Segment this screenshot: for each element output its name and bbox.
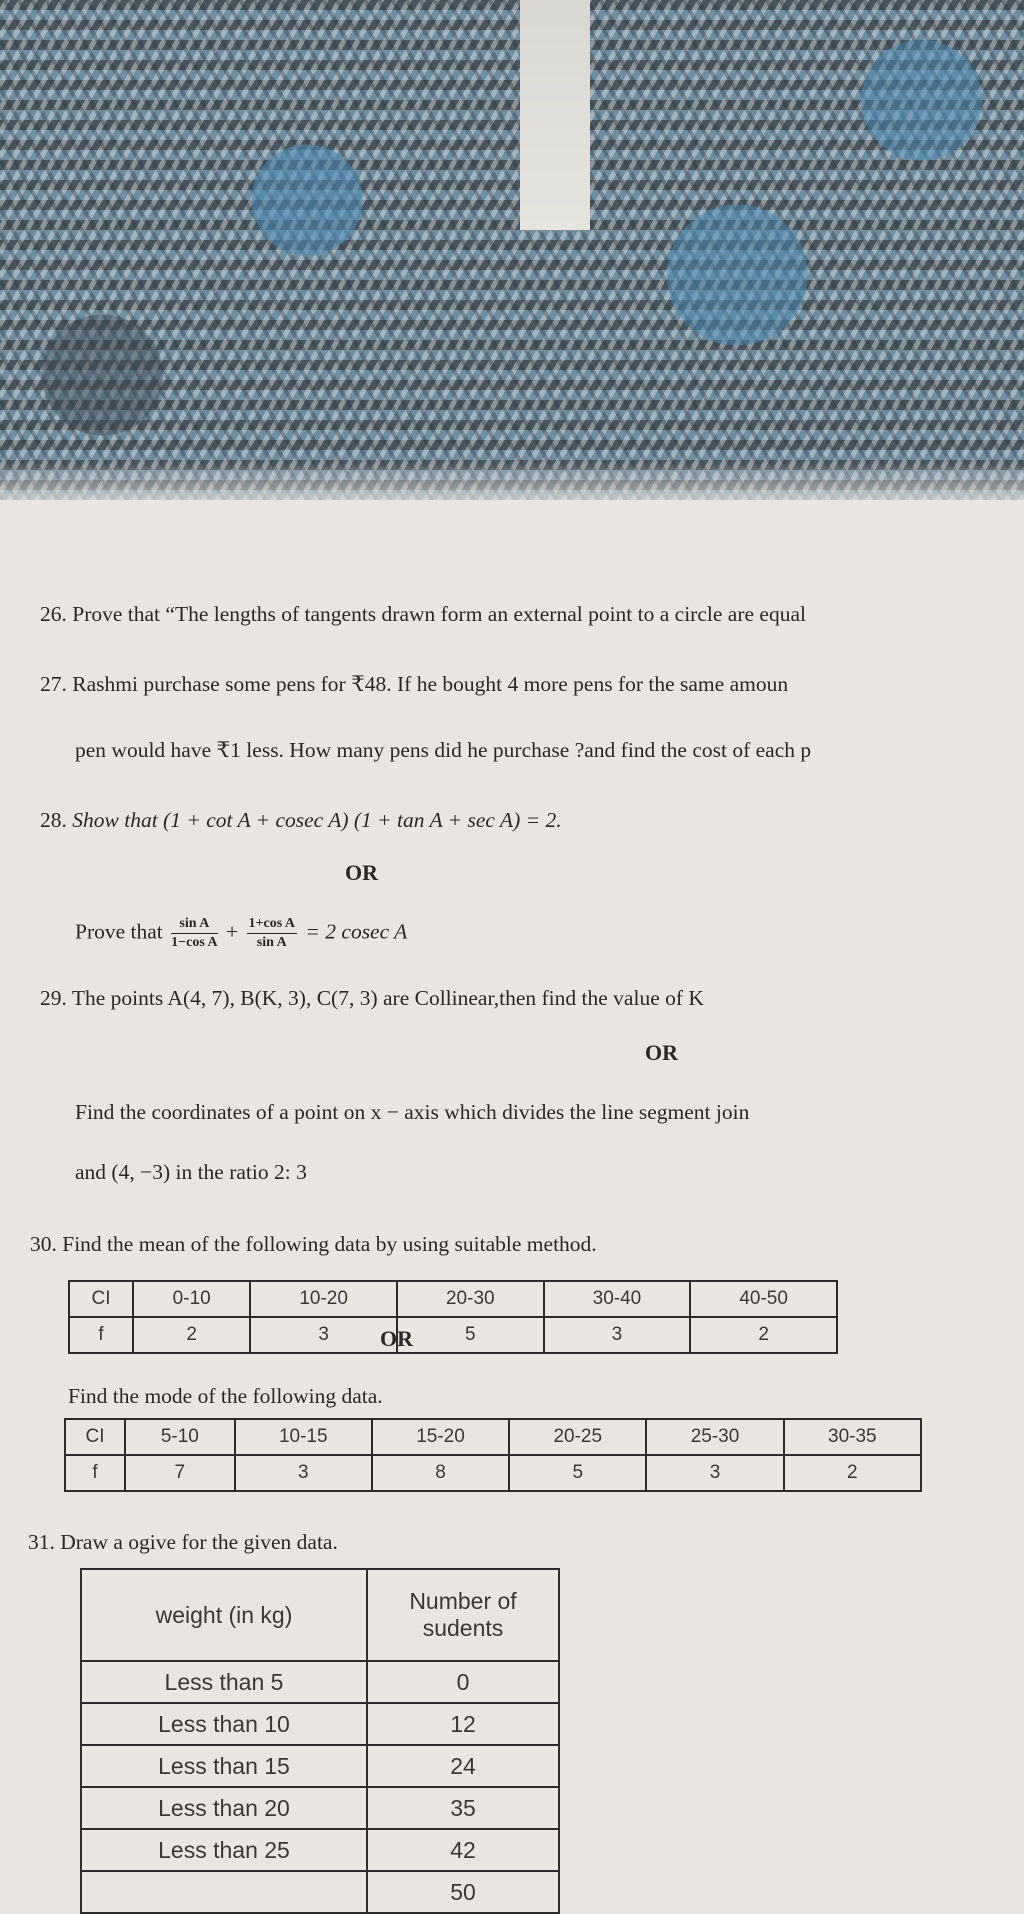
table-row — [65, 1455, 921, 1491]
question-text: Find the mean of the following data by using suitable method. — [62, 1232, 597, 1256]
table-cell: 0 — [367, 1661, 559, 1703]
alt-suffix: = 2 cosec A — [305, 919, 408, 944]
fraction-one-plus-cos-over-sin — [247, 916, 297, 951]
question-number: 27. — [40, 672, 67, 696]
table-cell: 35 — [367, 1787, 559, 1829]
or-separator: OR — [645, 1040, 678, 1065]
question-26 — [40, 602, 806, 627]
question-text: Show that (1 + cot A + cosec A) (1 + tan A + sec A) = 2. — [72, 808, 562, 832]
table-row — [65, 1419, 921, 1455]
table-cell: 5-10 — [125, 1419, 235, 1455]
table-cell: 7 — [125, 1455, 235, 1491]
column-header-weight: weight (in kg) — [81, 1569, 367, 1661]
table-row — [69, 1281, 837, 1317]
table-header-row — [81, 1569, 559, 1661]
alt-prefix: Prove that — [75, 919, 163, 944]
table-row — [81, 1745, 559, 1787]
question-text: The points A(4, 7), B(K, 3), C(7, 3) are Collinear,then find the value of K — [71, 986, 704, 1010]
question-27 — [40, 672, 788, 697]
table-cell: 30-40 — [544, 1281, 691, 1317]
table-cell — [81, 1871, 367, 1913]
question-29 — [40, 986, 704, 1011]
fabric-fold — [520, 0, 590, 230]
table-cell: 20-30 — [397, 1281, 544, 1317]
table-row — [81, 1661, 559, 1703]
question-number: 28. — [40, 808, 67, 832]
question-number: 29. — [40, 986, 67, 1010]
question-28 — [40, 808, 562, 833]
question-number: 30. — [30, 1232, 57, 1256]
fraction-denominator: 1−cos A — [171, 935, 218, 950]
fraction-numerator: 1+cos A — [247, 916, 297, 934]
table-row — [81, 1703, 559, 1745]
table-cell: 2 — [133, 1317, 250, 1353]
table-cell: f — [69, 1317, 133, 1353]
table-cell: Less than 5 — [81, 1661, 367, 1703]
fraction-denominator: sin A — [256, 935, 287, 950]
ogive-data-table — [80, 1568, 560, 1914]
question-29-alt-line2: and (4, −3) in the ratio 2: 3 — [75, 1160, 307, 1184]
table-cell: Less than 15 — [81, 1745, 367, 1787]
table-cell: 0-10 — [133, 1281, 250, 1317]
table-cell: 5 — [509, 1455, 646, 1491]
header-line: Number of — [409, 1588, 517, 1614]
mean-data-table — [68, 1280, 838, 1354]
column-header-students — [367, 1569, 559, 1661]
table-cell: 40-50 — [690, 1281, 837, 1317]
table-cell: 20-25 — [509, 1419, 646, 1455]
table-cell: 10-20 — [250, 1281, 397, 1317]
table-row — [69, 1317, 837, 1353]
question-29-alt-line1: Find the coordinates of a point on x − axis which divides the line segment join — [75, 1100, 750, 1124]
fabric-edge — [0, 460, 1024, 520]
question-30 — [30, 1232, 597, 1257]
question-text: Draw a ogive for the given data. — [60, 1530, 338, 1554]
table-cell: 25-30 — [646, 1419, 783, 1455]
question-text: Rashmi purchase some pens for ₹48. If he bought 4 more pens for the same amoun — [72, 672, 789, 696]
header-line: sudents — [422, 1615, 504, 1641]
table-cell: 10-15 — [235, 1419, 372, 1455]
question-number: 26. — [40, 602, 67, 626]
table-cell: 8 — [372, 1455, 509, 1491]
table-cell: 2 — [784, 1455, 921, 1491]
table-cell: CI — [69, 1281, 133, 1317]
table-cell: 2 — [690, 1317, 837, 1353]
question-text: Prove that “The lengths of tangents drawn form an external point to a circle are equal — [72, 602, 806, 626]
table-cell: 24 — [367, 1745, 559, 1787]
table-cell: 3 — [646, 1455, 783, 1491]
question-30-alternative: Find the mode of the following data. — [68, 1384, 383, 1408]
table-cell: 5 — [397, 1317, 544, 1353]
plus-sign: + — [226, 919, 239, 944]
table-cell: 42 — [367, 1829, 559, 1871]
table-row — [81, 1871, 559, 1913]
question-27-line2: pen would have ₹1 less. How many pens did he purchase ?and find the cost of each p — [75, 738, 812, 762]
fabric-background-photo — [0, 0, 1024, 500]
table-cell: 3 — [250, 1317, 397, 1353]
or-separator: OR — [380, 1326, 413, 1351]
table-cell: 3 — [544, 1317, 691, 1353]
question-28-alternative — [75, 916, 407, 951]
table-cell: 15-20 — [372, 1419, 509, 1455]
table-cell: Less than 20 — [81, 1787, 367, 1829]
mode-data-table — [64, 1418, 922, 1492]
table-row — [81, 1829, 559, 1871]
table-cell: Less than 25 — [81, 1829, 367, 1871]
table-cell: Less than 10 — [81, 1703, 367, 1745]
table-cell: 12 — [367, 1703, 559, 1745]
table-cell: f — [65, 1455, 125, 1491]
table-cell: 50 — [367, 1871, 559, 1913]
table-cell: CI — [65, 1419, 125, 1455]
table-cell: 3 — [235, 1455, 372, 1491]
fraction-sin-over-one-minus-cos — [171, 916, 217, 951]
or-separator: OR — [345, 860, 378, 885]
table-row — [81, 1787, 559, 1829]
fraction-numerator: sin A — [171, 916, 217, 934]
question-number: 31. — [28, 1530, 55, 1554]
table-cell: 30-35 — [784, 1419, 921, 1455]
question-31 — [28, 1530, 338, 1555]
